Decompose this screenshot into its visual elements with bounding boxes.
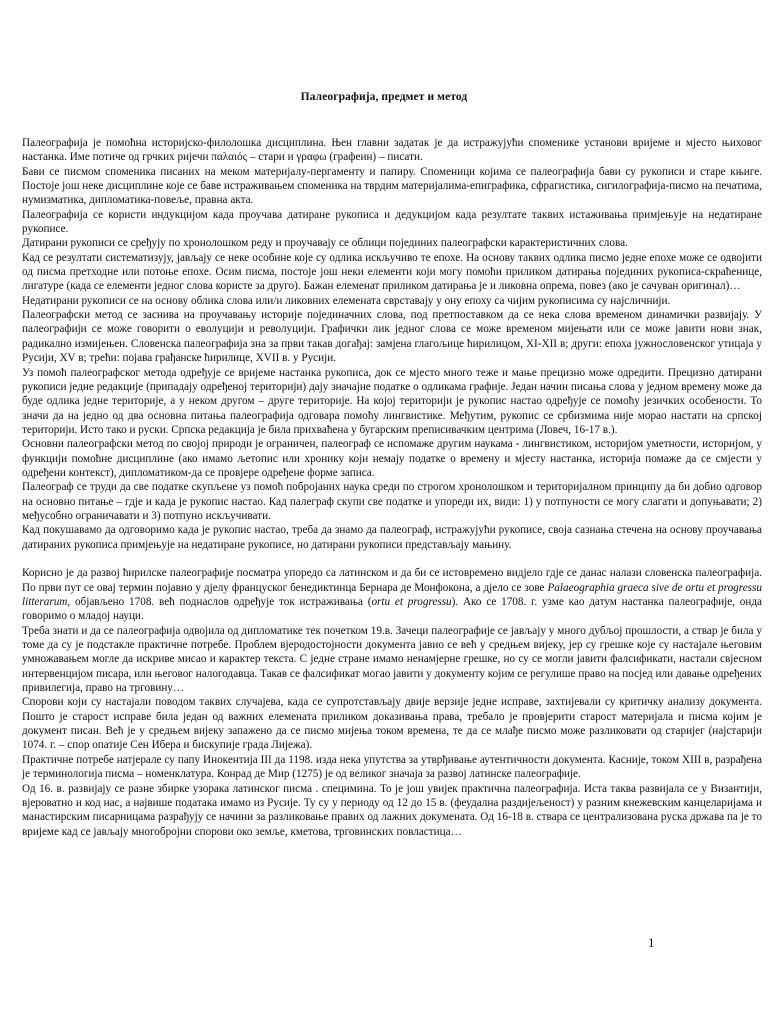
italic-text: Palaeographia graeca sive de ortu et progressu litterarum xyxy=(22,581,762,609)
paragraph: Основни палеографски метод по својој природи је ограничен, палеограф се испомаже другим наукама - лингвистиком, историјом уметности, историјом, у функцији помоћне дисциплине (ако имамо љетопис или хронику који немају податке о времену и мјесту настанка, историја помаже да се смјести у одређени контекст), дипломатиком-да се провјере одређене форме записа. xyxy=(22,438,762,479)
paragraph: Од 16. в. развијају се разне збирке узорака латинског писма . специмина. То је још увијек практична палеографија. Иста таква развијала се у Византији, вјероватно и код нас, а највише података имамо из Русије. Ту су у периоду од 12 до 15 в. (феудална раздијељеност) у разним кнежевским канцеларијама и манастирским писарницама разрађују се начини за разликовање правих од лажних докумената. Од 16-18 в. ствара се централизована руска држава па је то вријеме кад се јављају многобројни спорови око земље, кметова, трговинских повластица… xyxy=(22,782,762,838)
paragraph: Палеографија се користи индукцијом када проучава датиране рукописа и дедукцијом када резултате таквих истаживања примјењује на недатиране рукописе. xyxy=(22,208,762,236)
text-segment: , објављено 1708. већ поднаслов одређује ток истраживања ( xyxy=(67,596,372,609)
paragraph: Палеографија је помоћна историјско-филолошка дисциплина. Њен главни задатак је да истражујући споменике установи вријеме и мјесто њиховог настанка. Име потиче од грчких ријечи παλαιός – стари и γραφω (графеин) – писати. xyxy=(22,137,762,164)
paragraph: Треба знати и да се палеографија одвојила од дипломатике тек почетком 19.в. Зачеци палеографије се јављају у много дубљој прошлости, а ствар је била у томе да су је подстакле практичне потребе. Проблем вјеродостојности документа јавио се већ у средњем вијеку, јер су грешке које су настајале његовим умножавањем могле да искриве мисао и карактер текста. С једне стране имамо ненамјерне грешке, но су се могли јавити фалсификати, настали свјесном интервенцијом писара, или његовог налогодавца. Такав се фалсификат могао јавити у документу којим се регулише право на посјед или давање одређених привилегија, право на трговину… xyxy=(22,624,762,695)
italic-text: ortu et progressu xyxy=(371,596,452,609)
page-number: 1 xyxy=(648,935,655,950)
paragraph: Палеографски метод се заснива на проучавању историје појединачних слова, под претпоставком да се нека слова временом динамички развијају. У палеографији се може говорити о еволуцији и револуцији. Графички лик једног слова се може временом мијењати или се може јавити нови знак, радикално измијењен. Словенска палеографија зна за први такав догађај: замјена глагољице ћирилицом, XI-XII в; други: епоха јужнословенског утицаја у Русији, XV в; трећи: појава грађанске ћирилице, XVII в. у Русији. xyxy=(22,309,762,365)
paragraph: Кад се резултати систематизују, јављају се неке особине које су одлика искључиво те епохе. На основу таквих одлика писмо једне епохе може се одвојити од писма претходне или потоње епохе. Осим писма, постоје још неки елементи који могу помоћи приликом датирања појединих рукописа-скраћенице, лигатуре (када се елементи једног слова користе за друго). Бажан елеменат приликом датирања је и ликовна опрема, повез (ако је сачуван оригинал)… xyxy=(22,251,762,293)
document-body xyxy=(22,136,762,839)
paragraph: Практичне потребе натјерале су папу Инокентија III да 1198. изда нека упутства за утврђивање аутентичности документа. Касније, током XIII в, разрађена је терминологија писма – номенклатура. Конрад де Мир (1275) је од великог значаја за развој латинске палеографије. xyxy=(22,753,762,781)
paragraph: Спорови који су настајали поводом таквих случајева, када се супротстављају двије верзије једне исправе, захтијевали су критичку анализу документа. Пошто је старост исправе била један од важних елемената приликом доказивања права, требало је провјерити старост материјала и писма којим је документ писан. Већ је у средњем вијеку запажено да се писмо мијења током времена, те да се млађе писмо може разликовати од старијег (најстарији 1074. г. – спор опатије Сен Ибера и бискупије града Лијежа). xyxy=(22,696,762,752)
paragraph: Бави се писмом споменика писаних на меком материјалу-пергаменту и папиру. Споменици којима се палеографија бави су рукописи и старе књиге. Постоје још неке дисциплине које се баве истраживањем споменика на тврдим материјалима-епиграфика, сфрагистика, сигилографија-писмо на печатима, нумизматика, дипломатика-повеље, правна акта. xyxy=(22,165,762,207)
paragraph: Кад покушавамо да одговоримо када је рукопис настао, треба да знамо да палеограф, истражујући рукописе, своја сазнања стечена на основу проучавања датираних рукописа примјењује на недатиране рукописе, но датирани рукописи представљају мањину. xyxy=(22,524,762,551)
paragraph: Уз помоћ палеографског метода одређује се вријеме настанка рукописа, док се мјесто много теже и мање прецизно може одредити. Прецизно датирани рукописи једне редакције (припадају одређеној територији) дају значајне податке о одликама графије. Један начин писања слова у једном времену може да буде одлика једне територије, а у неком другом – друге територије. На којој територији је рукопис настао одређује се помоћу језичких особености. То значи да на једно од два основна питања палеографија одговара помоћу лингвистике. Међутим, рукопис се србизмима није морао настати на српској територији. Исто тако и руски. Српска редакција је била прихваћена у бугарским преписивачким центрима (Ловеч, 16-17 в.). xyxy=(22,366,762,436)
page-title: Палеографија, предмет и метод xyxy=(300,91,468,103)
paragraph: Датирани рукописи се сређују по хронолошком реду и проучавају се облици појединих палеографски карактеристичних слова. xyxy=(22,237,628,250)
text-segment: ). Ако се 1708. г. узме као датум настанка палеографије, онда говоримо о младој науци. xyxy=(22,596,762,623)
paragraph: Недатирани рукописи се на основу облика слова или/и ликовних елемената сврставају у ону епоху са чијим рукописима су најсличнији. xyxy=(22,294,671,307)
paragraph-gap xyxy=(22,552,762,566)
text-segment: Корисно је да развој ћирилске палеографије посматра упоредо са латинском и да би се истовремено видјело гдје се данас налази словенска палеографија. По први пут се овај термин појавио у дјелу француског бенедиктинца Бернара де Монфокона, а дјело се зове xyxy=(22,567,762,594)
paragraph: Палеограф се труди да све податке скупљене уз помоћ побројаних наука среди по строгом хронолошком и територијалном принципу да би добио одговор на основно питање – гдје и када је рукопис настао. Кад палеграф скупи све податке и упореди их, види: 1) у потпуности се могу слагати и допуњавати; 2) међусобно ограничавати и 3) потпуно искључивати. xyxy=(22,481,762,522)
paragraph xyxy=(22,566,762,623)
